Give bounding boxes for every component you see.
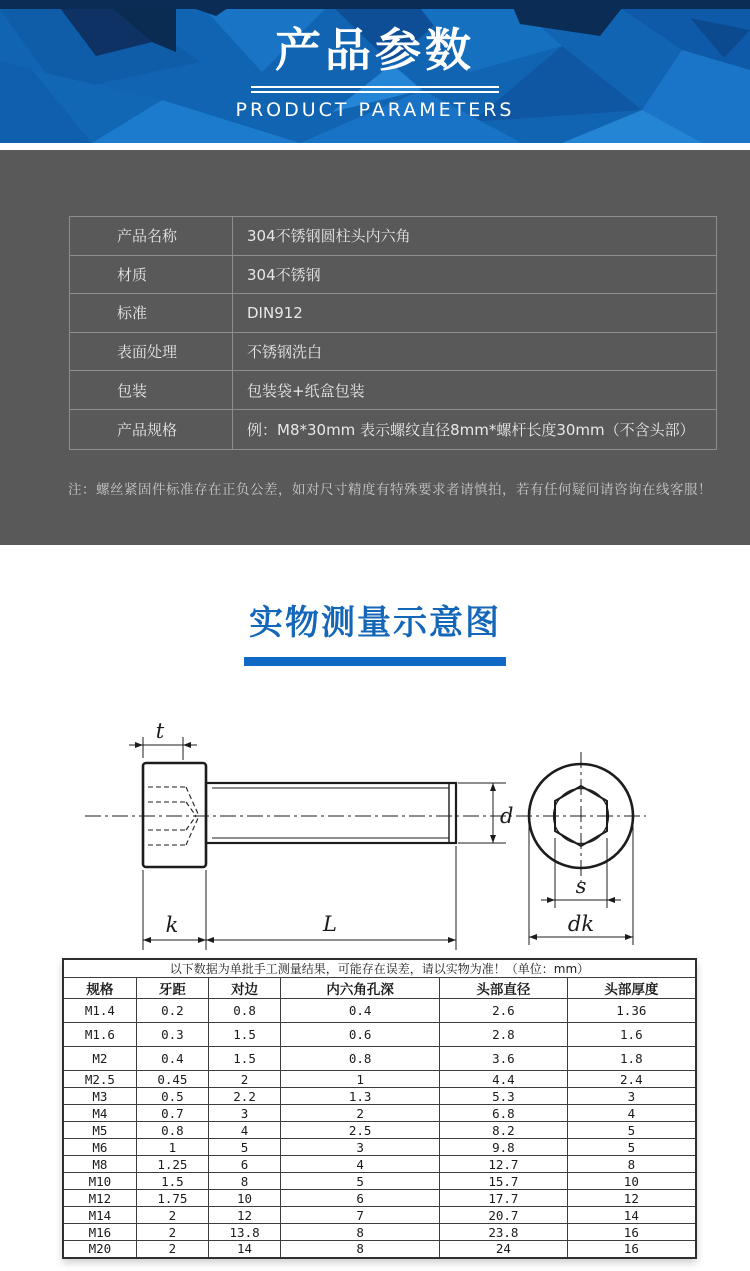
spec-table-body xyxy=(63,959,696,1258)
spec-cell: 0.5 xyxy=(136,1088,208,1105)
spec-cell: 0.8 xyxy=(281,1047,440,1071)
info-value: 例：M8*30mm 表示螺纹直径8mm*螺杆长度30mm（不含头部） xyxy=(247,420,695,439)
screw-head-outline xyxy=(143,763,206,867)
label-t: t xyxy=(155,719,165,743)
spec-cell: 1.75 xyxy=(136,1190,208,1207)
spec-cell: M16 xyxy=(63,1224,136,1241)
spec-cell: 6 xyxy=(208,1156,280,1173)
spec-cell: 9.8 xyxy=(440,1139,568,1156)
spec-cell: 1 xyxy=(136,1139,208,1156)
spec-cell: 0.3 xyxy=(136,1023,208,1047)
info-label: 材质 xyxy=(70,256,233,294)
spec-cell: 6 xyxy=(281,1190,440,1207)
info-value: 304不锈钢 xyxy=(247,265,321,284)
spec-cell: 0.4 xyxy=(136,1047,208,1071)
spec-cell: 17.7 xyxy=(440,1190,568,1207)
spec-cell: 1.3 xyxy=(281,1088,440,1105)
label-s: s xyxy=(575,874,587,898)
measurement-title-underline xyxy=(244,657,506,666)
info-row xyxy=(70,294,716,333)
spec-cell: 2 xyxy=(208,1071,280,1088)
spec-cell: 8 xyxy=(567,1156,696,1173)
spec-cell: 1.25 xyxy=(136,1156,208,1173)
spec-cell: 5.3 xyxy=(440,1088,568,1105)
spec-cell: 1.5 xyxy=(208,1023,280,1047)
spec-row xyxy=(63,1139,696,1156)
spec-row xyxy=(63,1071,696,1088)
spec-cell: 10 xyxy=(208,1190,280,1207)
spec-cell: 1.5 xyxy=(208,1047,280,1071)
spec-row xyxy=(63,1207,696,1224)
spec-cell: 2.5 xyxy=(281,1122,440,1139)
info-row xyxy=(70,371,716,410)
spec-cell: 4 xyxy=(281,1156,440,1173)
spec-row xyxy=(63,999,696,1023)
spec-caption: 以下数据为单批手工测量结果，可能存在误差，请以实物为准！（单位：mm） xyxy=(63,959,696,978)
spec-cell: 5 xyxy=(208,1139,280,1156)
spec-col-header: 对边 xyxy=(208,978,280,999)
info-row xyxy=(70,256,716,295)
spec-cell: 0.4 xyxy=(281,999,440,1023)
info-label: 标准 xyxy=(70,294,233,332)
spec-cell: 0.8 xyxy=(208,999,280,1023)
spec-cell: 8.2 xyxy=(440,1122,568,1139)
spec-cell: 16 xyxy=(567,1224,696,1241)
spec-cell: 0.6 xyxy=(281,1023,440,1047)
spec-cell: 24 xyxy=(440,1241,568,1258)
spec-cell: M10 xyxy=(63,1173,136,1190)
spec-cell: 3 xyxy=(281,1139,440,1156)
spec-cell: 4 xyxy=(567,1105,696,1122)
spec-cell: 20.7 xyxy=(440,1207,568,1224)
spec-cell: 1.8 xyxy=(567,1047,696,1071)
spec-cell: M14 xyxy=(63,1207,136,1224)
spec-cell: 3 xyxy=(208,1105,280,1122)
label-dk: dk xyxy=(567,912,595,936)
spec-cell: M8 xyxy=(63,1156,136,1173)
spec-cell: M3 xyxy=(63,1088,136,1105)
spec-cell: 2.6 xyxy=(440,999,568,1023)
spec-cell: M20 xyxy=(63,1241,136,1258)
spec-row xyxy=(63,1023,696,1047)
spec-cell: 0.7 xyxy=(136,1105,208,1122)
info-value: DIN912 xyxy=(247,303,303,322)
spec-cell: 8 xyxy=(281,1241,440,1258)
spec-row xyxy=(63,1190,696,1207)
spec-cell: M6 xyxy=(63,1139,136,1156)
info-table xyxy=(69,216,717,450)
spec-cell: 8 xyxy=(281,1224,440,1241)
label-d: d xyxy=(500,804,514,828)
screw-shaft-outline xyxy=(206,783,456,843)
spec-cell: 15.7 xyxy=(440,1173,568,1190)
spec-caption-row xyxy=(63,959,696,978)
spec-cell: 6.8 xyxy=(440,1105,568,1122)
spec-header-row xyxy=(63,978,696,999)
page-subtitle: PRODUCT PARAMETERS xyxy=(235,99,515,121)
spec-cell: 2 xyxy=(136,1241,208,1258)
screw-measurement-diagram xyxy=(0,710,750,958)
spec-col-header: 头部直径 xyxy=(440,978,568,999)
spec-cell: 10 xyxy=(567,1173,696,1190)
spec-row xyxy=(63,1047,696,1071)
spec-col-header: 规格 xyxy=(63,978,136,999)
label-L: L xyxy=(323,912,337,936)
spec-cell: 5 xyxy=(567,1139,696,1156)
spec-cell: 0.8 xyxy=(136,1122,208,1139)
spec-cell: 2.8 xyxy=(440,1023,568,1047)
spec-cell: 3 xyxy=(567,1088,696,1105)
spec-cell: 0.45 xyxy=(136,1071,208,1088)
spec-cell: M1.4 xyxy=(63,999,136,1023)
info-label: 产品名称 xyxy=(70,217,233,255)
parameters-section xyxy=(0,150,750,545)
spec-row xyxy=(63,1156,696,1173)
spec-cell: 3.6 xyxy=(440,1047,568,1071)
info-value: 不锈钢洗白 xyxy=(247,343,323,362)
info-value: 304不锈钢圆柱头内六角 xyxy=(247,227,411,246)
page-title: 产品参数 xyxy=(275,23,475,77)
dim-d xyxy=(458,783,506,843)
spec-cell: 23.8 xyxy=(440,1224,568,1241)
spec-row xyxy=(63,1088,696,1105)
info-label: 产品规格 xyxy=(70,410,233,449)
spec-cell: 2 xyxy=(281,1105,440,1122)
info-label: 包装 xyxy=(70,371,233,409)
spec-cell: 2.4 xyxy=(567,1071,696,1088)
spec-col-header: 内六角孔深 xyxy=(281,978,440,999)
info-row xyxy=(70,217,716,256)
spec-cell: M12 xyxy=(63,1190,136,1207)
spec-cell: 12 xyxy=(567,1190,696,1207)
spec-row xyxy=(63,1224,696,1241)
info-row xyxy=(70,333,716,372)
product-parameters-banner xyxy=(0,0,750,143)
spec-cell: 7 xyxy=(281,1207,440,1224)
spec-cell: 2 xyxy=(136,1224,208,1241)
spec-cell: 0.2 xyxy=(136,999,208,1023)
spec-cell: 14 xyxy=(567,1207,696,1224)
spec-cell: 4 xyxy=(208,1122,280,1139)
spec-row xyxy=(63,1122,696,1139)
title-rule-top xyxy=(251,86,499,88)
spec-cell: M2 xyxy=(63,1047,136,1071)
info-row xyxy=(70,410,716,449)
spec-cell: M1.6 xyxy=(63,1023,136,1047)
spec-cell: 14 xyxy=(208,1241,280,1258)
spec-cell: 1.6 xyxy=(567,1023,696,1047)
spec-cell: 2.2 xyxy=(208,1088,280,1105)
spec-table xyxy=(62,958,697,1259)
spec-cell: 12 xyxy=(208,1207,280,1224)
spec-col-header: 头部厚度 xyxy=(567,978,696,999)
spec-col-header: 牙距 xyxy=(136,978,208,999)
spec-cell: M4 xyxy=(63,1105,136,1122)
banner-divider xyxy=(0,143,750,150)
spec-cell: 1.5 xyxy=(136,1173,208,1190)
title-rule-bottom xyxy=(251,91,499,93)
spec-cell: 1.36 xyxy=(567,999,696,1023)
spec-cell: 16 xyxy=(567,1241,696,1258)
spec-cell: M5 xyxy=(63,1122,136,1139)
spec-cell: 2 xyxy=(136,1207,208,1224)
spec-cell: 5 xyxy=(567,1122,696,1139)
info-value: 包装袋+纸盒包装 xyxy=(247,381,365,400)
spec-row xyxy=(63,1241,696,1258)
spec-cell: M2.5 xyxy=(63,1071,136,1088)
dim-k-L xyxy=(143,846,456,950)
spec-cell: 8 xyxy=(208,1173,280,1190)
spec-row xyxy=(63,1173,696,1190)
spec-cell: 1 xyxy=(281,1071,440,1088)
tolerance-note: 注：螺丝紧固件标准存在正负公差，如对尺寸精度有特殊要求者请慎拍，若有任何疑问请咨询在线客服！ xyxy=(68,481,712,498)
spec-row xyxy=(63,1105,696,1122)
spec-cell: 12.7 xyxy=(440,1156,568,1173)
info-label: 表面处理 xyxy=(70,333,233,371)
spec-cell: 13.8 xyxy=(208,1224,280,1241)
spec-cell: 5 xyxy=(281,1173,440,1190)
measurement-section-title: 实物测量示意图 xyxy=(249,603,501,643)
label-k: k xyxy=(165,913,179,937)
spec-cell: 4.4 xyxy=(440,1071,568,1088)
